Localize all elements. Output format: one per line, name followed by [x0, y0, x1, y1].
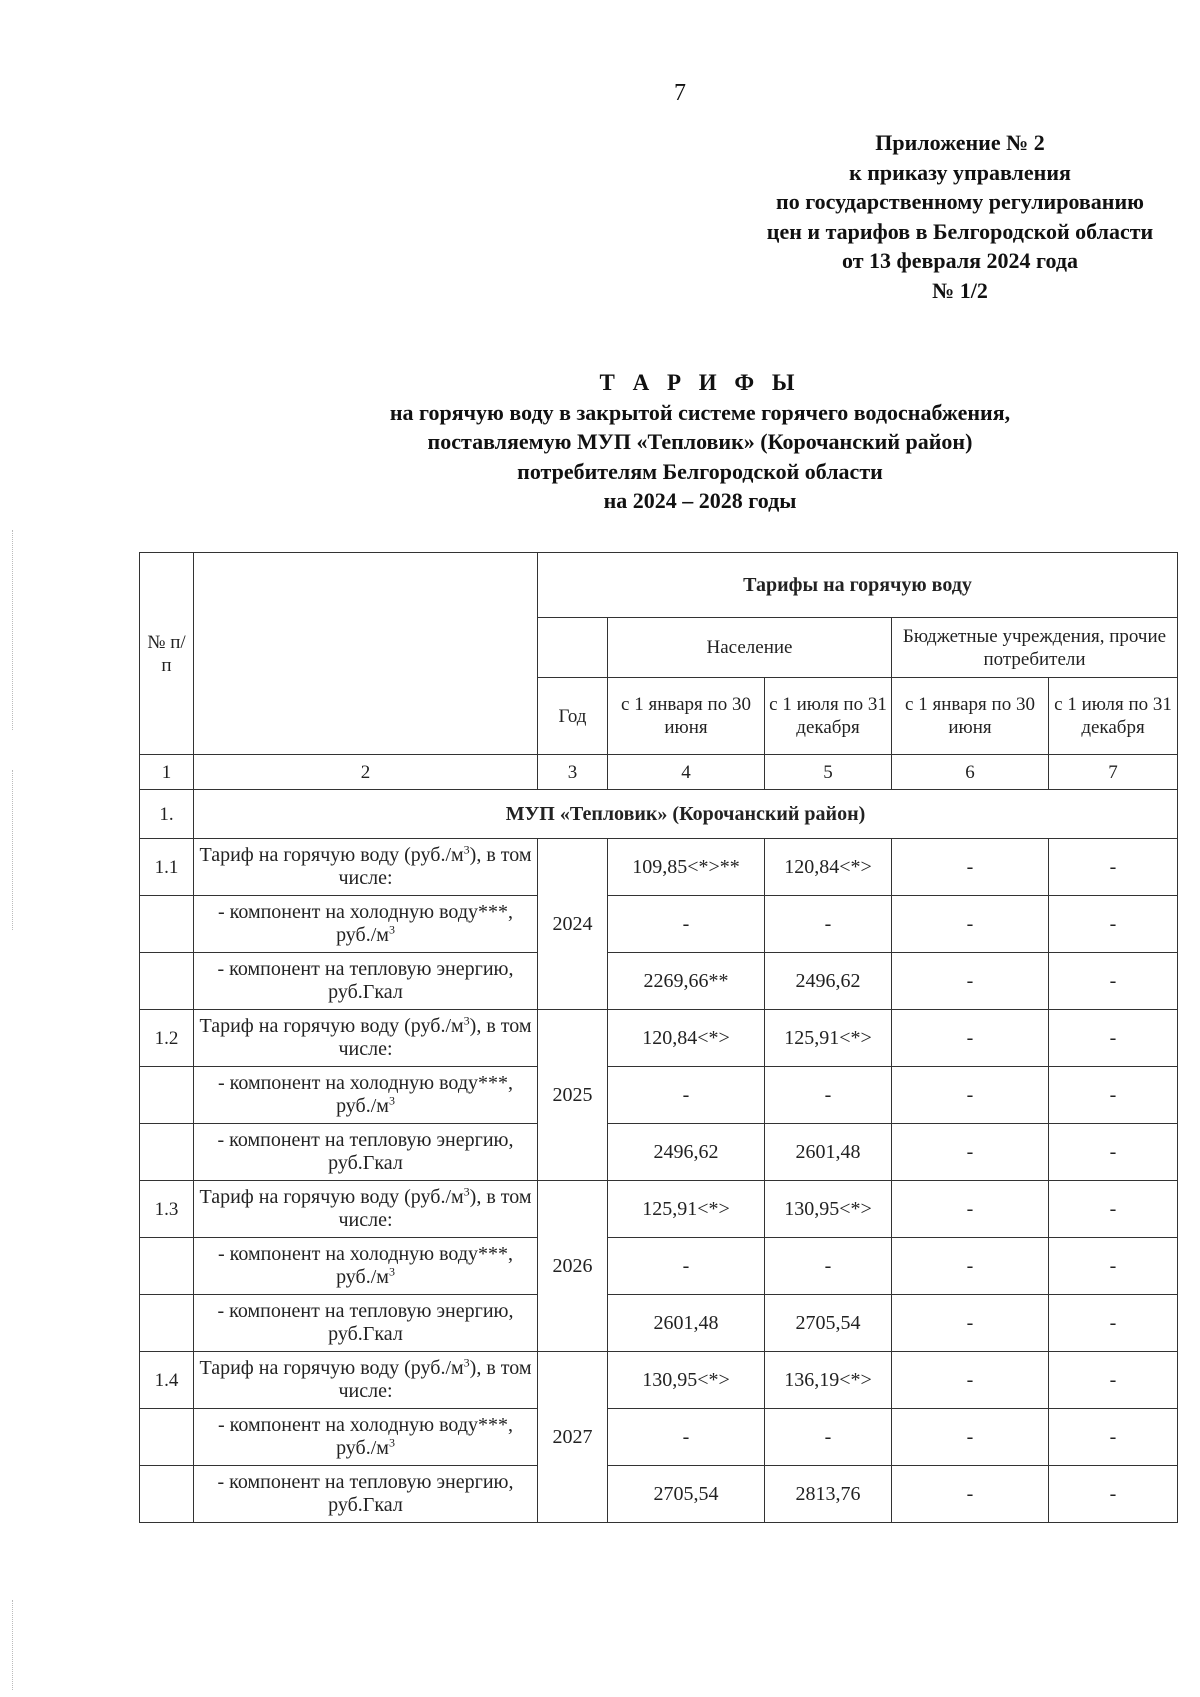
col-number: 4 [608, 755, 765, 790]
tariff-value-cell: - [765, 1238, 892, 1295]
table-row [140, 1010, 1178, 1067]
tariff-value-cell: - [892, 1238, 1049, 1295]
tariff-value-cell: 130,95<*> [765, 1181, 892, 1238]
label-sup: 3 [388, 1093, 395, 1108]
label-text: - компонент на холодную воду***, руб./м [217, 1243, 514, 1288]
row-label-tariff [194, 1010, 538, 1067]
label-text: Тариф на горячую воду (руб./м [199, 844, 464, 866]
row-num [140, 1409, 194, 1466]
table-row [140, 1466, 1178, 1523]
tariff-value-cell: - [608, 1409, 765, 1466]
tariff-value-cell: 125,91<*> [608, 1181, 765, 1238]
tariff-value-cell: - [1049, 1352, 1178, 1409]
row-label-tariff [194, 1352, 538, 1409]
table-row [140, 1067, 1178, 1124]
tariff-value-cell: 120,84<*> [608, 1010, 765, 1067]
col-number: 7 [1049, 755, 1178, 790]
row-num [140, 1295, 194, 1352]
row-label-cold [194, 1238, 538, 1295]
tariff-value-cell: 2813,76 [765, 1466, 892, 1523]
tariff-value-cell: - [1049, 1181, 1178, 1238]
row-num [140, 1067, 194, 1124]
tariff-value-cell: 2496,62 [608, 1124, 765, 1181]
tariff-value-cell: - [765, 1409, 892, 1466]
row-label-heat: - компонент на тепловую энергию, руб.Гкал [194, 953, 538, 1010]
table-row [140, 1124, 1178, 1181]
table-row [140, 839, 1178, 896]
margin-mark [12, 770, 13, 930]
label-sup: 3 [463, 1013, 470, 1028]
label-sup: 3 [463, 1355, 470, 1370]
tariff-value-cell: 2601,48 [608, 1295, 765, 1352]
appendix-line: цен и тарифов в Белгородской области [766, 218, 1154, 244]
tariff-value-cell: - [1049, 1409, 1178, 1466]
tariff-value-cell: 109,85<*>** [608, 839, 765, 896]
tariff-value-cell: 2705,54 [765, 1295, 892, 1352]
row-num: 1.3 [140, 1181, 194, 1238]
row-num: 1.2 [140, 1010, 194, 1067]
tariff-value-cell: - [1049, 896, 1178, 953]
table-row [140, 1352, 1178, 1409]
row-num: 1.4 [140, 1352, 194, 1409]
header-jan-jun: с 1 января по 30 июня [608, 678, 765, 755]
appendix-line: № 1/2 [932, 277, 988, 303]
tariff-value-cell: 2496,62 [765, 953, 892, 1010]
appendix-line: к приказу управления [849, 159, 1071, 185]
label-text: ), в том числе: [338, 1186, 532, 1231]
tariff-value-cell: - [1049, 1010, 1178, 1067]
tariff-value-cell: - [892, 953, 1049, 1010]
header-empty [538, 618, 608, 678]
document-title [240, 368, 1160, 516]
title-line: на горячую воду в закрытой системе горячего водоснабжения, [389, 399, 1011, 425]
label-text: ), в том числе: [338, 844, 532, 889]
tariff-value-cell: 136,19<*> [765, 1352, 892, 1409]
title-heading: Т А Р И Ф Ы [599, 370, 801, 395]
tariff-value-cell: - [1049, 1466, 1178, 1523]
tariff-value-cell: - [1049, 1238, 1178, 1295]
header-population: Население [608, 618, 892, 678]
tariff-value-cell: - [608, 896, 765, 953]
label-text: ), в том числе: [338, 1015, 532, 1060]
title-line: потребителям Белгородской области [517, 458, 883, 484]
label-text: Тариф на горячую воду (руб./м [199, 1186, 464, 1208]
tariff-value-cell: - [1049, 1124, 1178, 1181]
appendix-line: Приложение № 2 [875, 130, 1045, 155]
row-label-tariff [194, 1181, 538, 1238]
tariff-value-cell: - [608, 1238, 765, 1295]
header-jan-jun: с 1 января по 30 июня [892, 678, 1049, 755]
table-row [140, 953, 1178, 1010]
tariff-value-cell: 2269,66** [608, 953, 765, 1010]
label-sup: 3 [388, 1435, 395, 1450]
row-num [140, 1238, 194, 1295]
col-number: 3 [538, 755, 608, 790]
table-row [140, 1181, 1178, 1238]
tariff-value-cell: - [1049, 1067, 1178, 1124]
margin-mark [12, 1600, 13, 1690]
label-text: - компонент на холодную воду***, руб./м [217, 901, 514, 946]
row-num: 1.1 [140, 839, 194, 896]
section-name: МУП «Тепловик» (Корочанский район) [194, 790, 1178, 839]
page-number: 7 [674, 80, 686, 106]
tariff-value-cell: - [765, 896, 892, 953]
tariff-value-cell: - [892, 839, 1049, 896]
year-cell: 2024 [538, 839, 608, 1010]
margin-mark [12, 530, 13, 730]
col-number: 1 [140, 755, 194, 790]
tariff-value-cell: - [892, 1181, 1049, 1238]
table-row [140, 1238, 1178, 1295]
row-label-cold [194, 1067, 538, 1124]
tariff-table [139, 552, 1178, 1523]
label-sup: 3 [388, 922, 395, 937]
tariff-value-cell: - [892, 1010, 1049, 1067]
year-cell: 2026 [538, 1181, 608, 1352]
header-year: Год [538, 678, 608, 755]
table-row [140, 896, 1178, 953]
row-label-tariff [194, 839, 538, 896]
row-num [140, 1466, 194, 1523]
title-line: поставляемую МУП «Тепловик» (Корочанский район) [427, 429, 973, 454]
label-text: ), в том числе: [338, 1357, 532, 1402]
row-label-heat: - компонент на тепловую энергию, руб.Гкал [194, 1124, 538, 1181]
appendix-line: по государственному регулированию [776, 189, 1144, 214]
tariff-value-cell: - [1049, 953, 1178, 1010]
tariff-value-cell: 2601,48 [765, 1124, 892, 1181]
header-group: Тарифы на горячую воду [538, 553, 1178, 618]
column-number-row [140, 755, 1178, 790]
tariff-value-cell: - [892, 1295, 1049, 1352]
label-text: - компонент на холодную воду***, руб./м [217, 1414, 514, 1459]
tariff-value-cell: - [892, 1067, 1049, 1124]
header-budget: Бюджетные учреждения, прочие потребители [892, 618, 1178, 678]
tariff-value-cell: 130,95<*> [608, 1352, 765, 1409]
tariff-value-cell: - [892, 896, 1049, 953]
col-number: 5 [765, 755, 892, 790]
tariff-value-cell: - [765, 1067, 892, 1124]
tariff-value-cell: - [892, 1352, 1049, 1409]
tariff-value-cell: - [892, 1124, 1049, 1181]
row-label-cold [194, 1409, 538, 1466]
section-row [140, 790, 1178, 839]
label-sup: 3 [388, 1264, 395, 1279]
tariff-value-cell: - [1049, 839, 1178, 896]
label-sup: 3 [463, 842, 470, 857]
label-text: - компонент на холодную воду***, руб./м [217, 1072, 514, 1117]
row-num [140, 896, 194, 953]
label-text: Тариф на горячую воду (руб./м [199, 1015, 464, 1037]
title-line: на 2024 – 2028 годы [603, 488, 797, 513]
row-label-cold [194, 896, 538, 953]
year-cell: 2027 [538, 1352, 608, 1523]
tariff-value-cell: - [608, 1067, 765, 1124]
header-jul-dec: с 1 июля по 31 декабря [765, 678, 892, 755]
label-sup: 3 [463, 1184, 470, 1199]
row-num [140, 1124, 194, 1181]
table-row [140, 1409, 1178, 1466]
table-row [140, 1295, 1178, 1352]
header-blank [194, 553, 538, 755]
header-num: № п/п [140, 553, 194, 755]
tariff-value-cell: - [892, 1466, 1049, 1523]
tariff-value-cell: 120,84<*> [765, 839, 892, 896]
row-label-heat: - компонент на тепловую энергию, руб.Гкал [194, 1295, 538, 1352]
header-jul-dec: с 1 июля по 31 декабря [1049, 678, 1178, 755]
year-cell: 2025 [538, 1010, 608, 1181]
row-label-heat: - компонент на тепловую энергию, руб.Гкал [194, 1466, 538, 1523]
label-text: Тариф на горячую воду (руб./м [199, 1357, 464, 1379]
section-num: 1. [140, 790, 194, 839]
appendix-block [630, 128, 1200, 305]
col-number: 2 [194, 755, 538, 790]
row-num [140, 953, 194, 1010]
tariff-value-cell: 2705,54 [608, 1466, 765, 1523]
tariff-value-cell: 125,91<*> [765, 1010, 892, 1067]
col-number: 6 [892, 755, 1049, 790]
appendix-line: от 13 февраля 2024 года [842, 248, 1078, 273]
tariff-value-cell: - [1049, 1295, 1178, 1352]
tariff-value-cell: - [892, 1409, 1049, 1466]
